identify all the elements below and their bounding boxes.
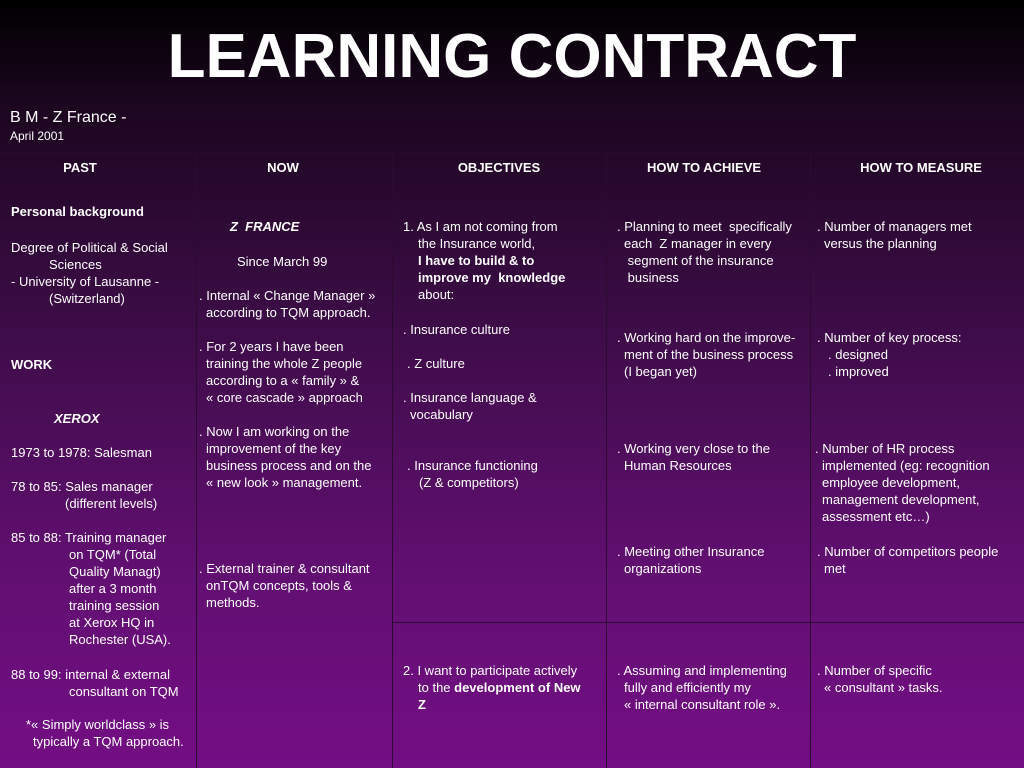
achieve-1-a: . Planning to meet specifically bbox=[617, 219, 792, 234]
objectives-row-divider bbox=[392, 622, 1024, 623]
now-item2-a: . For 2 years I have been bbox=[199, 339, 344, 354]
obj-sub4-a: . Insurance functioning bbox=[407, 458, 538, 473]
measure-4-b: met bbox=[824, 561, 846, 576]
obj2-b bbox=[418, 679, 581, 696]
now-item3-c: business process and on the bbox=[206, 458, 372, 473]
achieve-4-b: organizations bbox=[624, 561, 702, 576]
job-2b: (different levels) bbox=[65, 496, 158, 511]
header-objectives: OBJECTIVES bbox=[457, 160, 541, 175]
measure-5-b: « consultant » tasks. bbox=[824, 680, 943, 695]
obj2-a: 2. I want to participate actively bbox=[403, 663, 578, 678]
achieve-3-a: . Working very close to the bbox=[617, 441, 770, 456]
job-3a: 85 to 88: Training manager bbox=[11, 530, 167, 545]
now-item4-a: . External trainer & consultant bbox=[199, 561, 370, 576]
header-how-to-measure: HOW TO MEASURE bbox=[860, 160, 982, 175]
measure-1-a: . Number of managers met bbox=[817, 219, 972, 234]
now-item3-d: « new look » management. bbox=[206, 475, 363, 490]
col-divider-3 bbox=[606, 153, 607, 768]
achieve-1-c: segment of the insurance bbox=[624, 253, 774, 268]
footnote-2: typically a TQM approach. bbox=[33, 734, 184, 749]
obj-sub1: . Insurance culture bbox=[403, 322, 510, 337]
achieve-2-c: (I began yet) bbox=[624, 364, 697, 379]
now-item4-b: onTQM concepts, tools & bbox=[206, 578, 352, 593]
measure-3-c: employee development, bbox=[822, 475, 961, 490]
job-3b: on TQM* (Total bbox=[69, 547, 157, 562]
measure-5-a: . Number of specific bbox=[817, 663, 932, 678]
degree-line-1: Degree of Political & Social bbox=[11, 240, 168, 255]
measure-4-a: . Number of competitors people bbox=[817, 544, 999, 559]
personal-background-heading: Personal background bbox=[11, 204, 144, 219]
measure-2-b: . designed bbox=[828, 347, 888, 362]
obj1-c: I have to build & to bbox=[418, 253, 535, 268]
degree-line-4: (Switzerland) bbox=[49, 291, 125, 306]
obj-sub2: . Z culture bbox=[407, 356, 465, 371]
job-3c: Quality Managt) bbox=[69, 564, 161, 579]
measure-2-a: . Number of key process: bbox=[817, 330, 962, 345]
job-3d: after a 3 month bbox=[69, 581, 157, 596]
obj1-b: the Insurance world, bbox=[418, 236, 536, 251]
job-4a: 88 to 99: internal & external bbox=[11, 667, 170, 682]
measure-3-d: management development, bbox=[822, 492, 980, 507]
achieve-4-a: . Meeting other Insurance bbox=[617, 544, 765, 559]
achieve-2-a: . Working hard on the improve- bbox=[617, 330, 796, 345]
now-item3-a: . Now I am working on the bbox=[199, 424, 350, 439]
obj-sub3-b: vocabulary bbox=[410, 407, 473, 422]
achieve-2-b: ment of the business process bbox=[624, 347, 794, 362]
measure-3-b: implemented (eg: recognition bbox=[822, 458, 990, 473]
achieve-5-a: . Assuming and implementing bbox=[617, 663, 787, 678]
measure-3-a: . Number of HR process bbox=[815, 441, 955, 456]
obj-sub4-b: (Z & competitors) bbox=[419, 475, 519, 490]
obj2-c: Z bbox=[418, 697, 426, 712]
achieve-1-d: business bbox=[624, 270, 679, 285]
obj1-e: about: bbox=[418, 287, 455, 302]
obj-sub3-a: . Insurance language & bbox=[403, 390, 537, 405]
now-company: Z FRANCE bbox=[230, 219, 300, 234]
obj2-b-prefix: to the bbox=[418, 680, 455, 695]
header-row-divider bbox=[0, 186, 1024, 187]
now-item2-c: according to a « family » & bbox=[206, 373, 360, 388]
col-divider-2 bbox=[392, 153, 393, 768]
measure-3-e: assessment etc…) bbox=[822, 509, 930, 524]
subtitle: B M - Z France - bbox=[10, 109, 127, 126]
now-item1-b: according to TQM approach. bbox=[206, 305, 371, 320]
measure-2-c: . improved bbox=[828, 364, 889, 379]
measure-1-b: versus the planning bbox=[824, 236, 937, 251]
job-3f: at Xerox HQ in bbox=[69, 615, 155, 630]
obj1-d: improve my knowledge bbox=[418, 270, 566, 285]
footnote-1: *« Simply worldclass » is bbox=[26, 717, 170, 732]
page-title: LEARNING CONTRACT bbox=[167, 22, 857, 91]
now-item3-b: improvement of the key bbox=[206, 441, 342, 456]
now-item1-a: . Internal « Change Manager » bbox=[199, 288, 376, 303]
job-3e: training session bbox=[69, 598, 160, 613]
header-now: NOW bbox=[267, 160, 299, 175]
now-item2-d: « core cascade » approach bbox=[206, 390, 363, 405]
col-divider-4 bbox=[810, 153, 811, 768]
achieve-5-c: « internal consultant role ». bbox=[624, 697, 781, 712]
job-3g: Rochester (USA). bbox=[69, 632, 171, 647]
obj1-a: 1. As I am not coming from bbox=[403, 219, 558, 234]
table-top-border bbox=[0, 153, 1024, 154]
now-since: Since March 99 bbox=[237, 254, 328, 269]
job-1: 1973 to 1978: Salesman bbox=[11, 445, 152, 460]
job-2a: 78 to 85: Sales manager bbox=[11, 479, 153, 494]
header-past: PAST bbox=[63, 160, 97, 175]
degree-line-3: - University of Lausanne - bbox=[11, 274, 160, 289]
now-item4-c: methods. bbox=[206, 595, 260, 610]
col-divider-1 bbox=[196, 153, 197, 768]
now-item2-b: training the whole Z people bbox=[206, 356, 363, 371]
obj2-b-bold: development of New bbox=[454, 680, 581, 695]
header-how-to-achieve: HOW TO ACHIEVE bbox=[646, 160, 762, 175]
achieve-3-b: Human Resources bbox=[624, 458, 732, 473]
work-heading: WORK bbox=[11, 357, 53, 372]
job-4b: consultant on TQM bbox=[69, 684, 179, 699]
degree-line-2: Sciences bbox=[49, 257, 102, 272]
achieve-1-b: each Z manager in every bbox=[624, 236, 772, 251]
achieve-5-b: fully and efficiently my bbox=[624, 680, 751, 695]
xerox-heading: XEROX bbox=[54, 411, 100, 426]
date-label: April 2001 bbox=[10, 129, 65, 143]
